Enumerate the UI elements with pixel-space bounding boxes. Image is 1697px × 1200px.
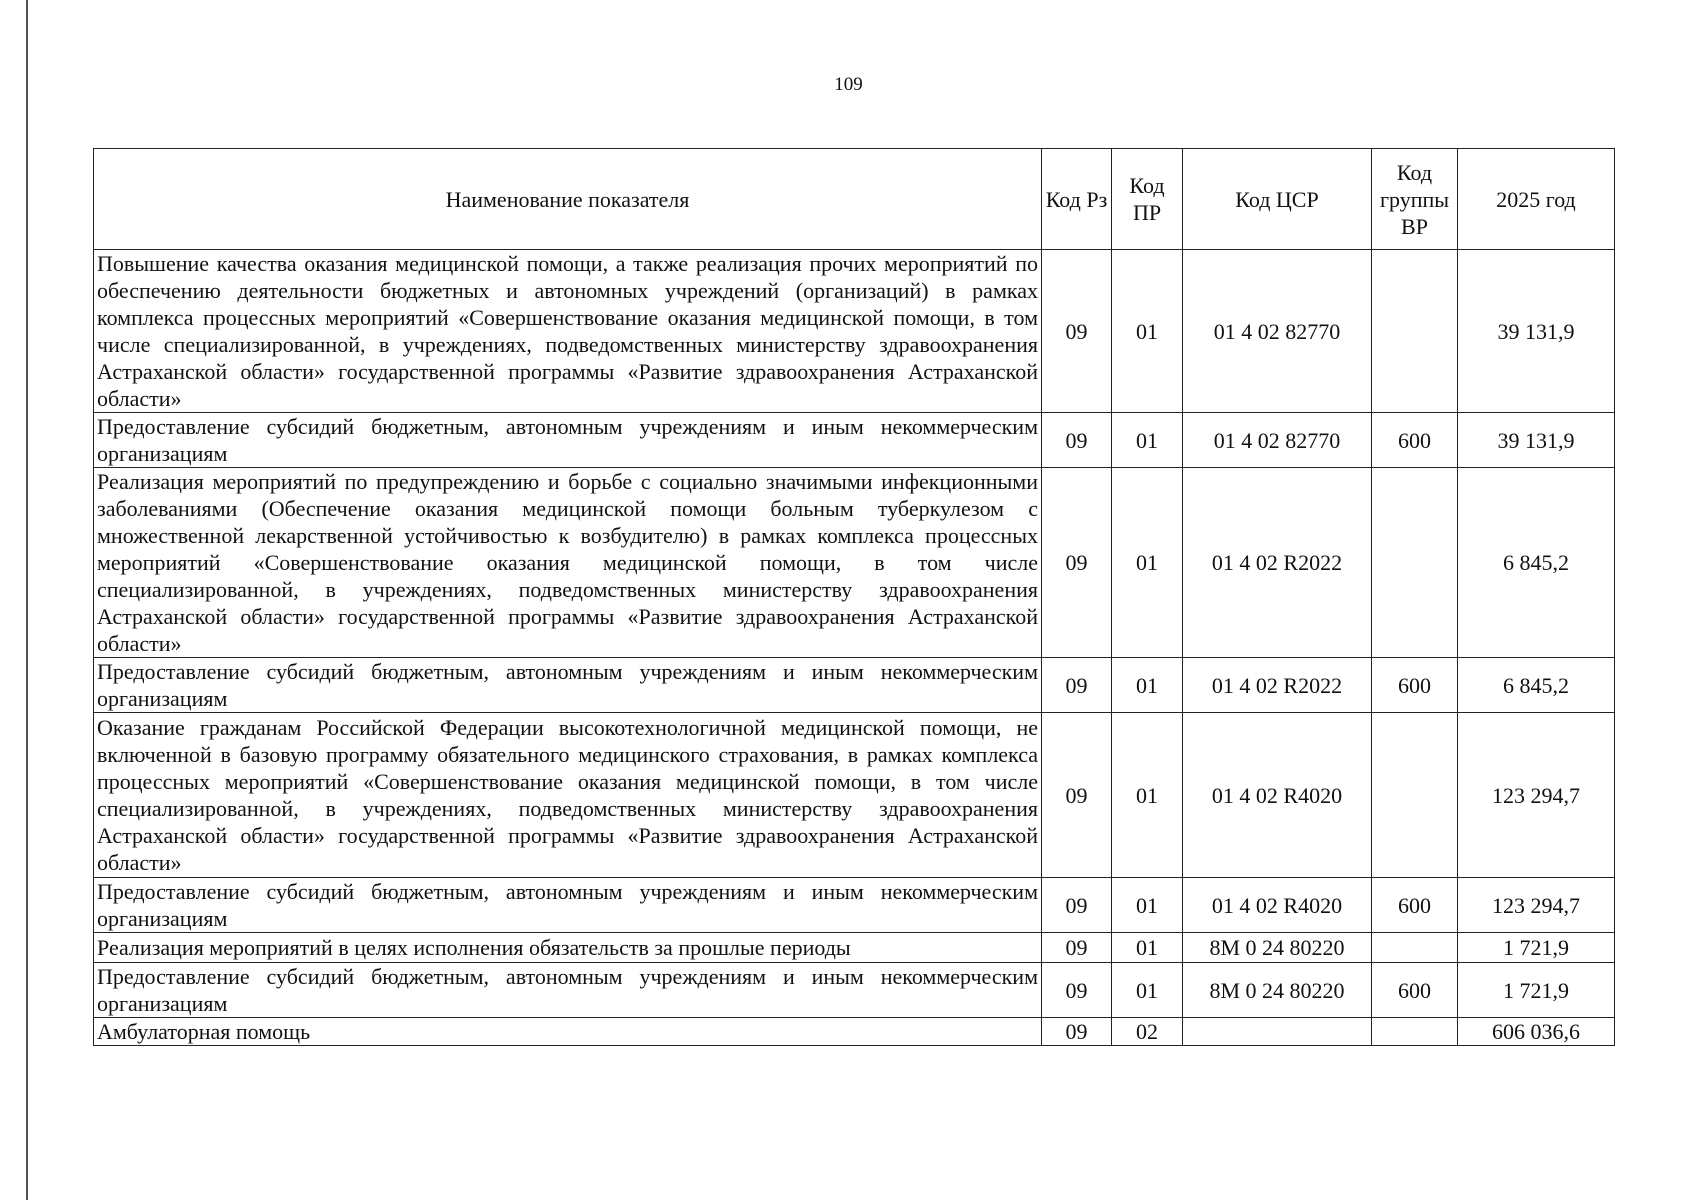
- header-vr: Код группы ВР: [1372, 149, 1458, 250]
- row-amount: 39 131,9: [1458, 250, 1615, 413]
- row-amount: 39 131,9: [1458, 413, 1615, 468]
- row-vr: [1372, 468, 1458, 658]
- row-rz: 09: [1042, 250, 1112, 413]
- table-row: [94, 963, 1615, 1018]
- table-header: [94, 149, 1615, 250]
- table-row: [94, 413, 1615, 468]
- row-pr: 01: [1112, 250, 1183, 413]
- row-csr: 8М 0 24 80220: [1183, 963, 1372, 1018]
- scan-edge-line: [26, 0, 28, 1200]
- table-row: [94, 250, 1615, 413]
- row-amount: 606 036,6: [1458, 1018, 1615, 1046]
- row-amount: 1 721,9: [1458, 933, 1615, 963]
- header-csr: Код ЦСР: [1183, 149, 1372, 250]
- row-vr: 600: [1372, 413, 1458, 468]
- row-vr: 600: [1372, 878, 1458, 933]
- row-amount: 123 294,7: [1458, 713, 1615, 878]
- row-rz: 09: [1042, 933, 1112, 963]
- row-vr: [1372, 713, 1458, 878]
- row-name: Повышение качества оказания медицинской помощи, а также реализация прочих мероприятий по обеспечению деятельности бюджетных и автономных учреждений (организаций) в рамках комплекса процессных мероприятий «Совершенствование оказания медицинской помощи, в том числе специализированной, в учреждениях, подведомственных министерству здравоохранения Астраханской области» государственной программы «Развитие здравоохранения Астраханской области»: [94, 250, 1042, 413]
- row-pr: 01: [1112, 658, 1183, 713]
- row-pr: 01: [1112, 963, 1183, 1018]
- row-name: Реализация мероприятий в целях исполнения обязательств за прошлые периоды: [94, 933, 1042, 963]
- page-number: 109: [834, 74, 863, 95]
- table-row: [94, 933, 1615, 963]
- row-amount: 6 845,2: [1458, 658, 1615, 713]
- row-name: Предоставление субсидий бюджетным, автономным учреждениям и иным некоммерческим организациям: [94, 963, 1042, 1018]
- row-pr: 01: [1112, 713, 1183, 878]
- row-name: Амбулаторная помощь: [94, 1018, 1042, 1046]
- table-row: [94, 1018, 1615, 1046]
- row-pr: 01: [1112, 933, 1183, 963]
- row-rz: 09: [1042, 468, 1112, 658]
- row-pr: 01: [1112, 468, 1183, 658]
- row-vr: [1372, 933, 1458, 963]
- row-csr: 01 4 02 R4020: [1183, 878, 1372, 933]
- table-row: [94, 713, 1615, 878]
- budget-table: [93, 148, 1615, 1046]
- row-rz: 09: [1042, 963, 1112, 1018]
- row-pr: 01: [1112, 413, 1183, 468]
- table-row: [94, 468, 1615, 658]
- header-pr: Код ПР: [1112, 149, 1183, 250]
- row-csr: 8М 0 24 80220: [1183, 933, 1372, 963]
- header-row: [94, 149, 1615, 250]
- row-name: Реализация мероприятий по предупреждению и борьбе с социально значимыми инфекционными заболеваниями (Обеспечение оказания медицинской помощи больным туберкулезом с множественной лекарственной устойчивостью к возбудителю) в рамках комплекса процессных мероприятий «Совершенствование оказания медицинской помощи, в том числе специализированной, в учреждениях, подведомственных министерству здравоохранения Астраханской области» государственной программы «Развитие здравоохранения Астраханской области»: [94, 468, 1042, 658]
- row-csr: 01 4 02 R4020: [1183, 713, 1372, 878]
- row-rz: 09: [1042, 658, 1112, 713]
- table-row: [94, 658, 1615, 713]
- row-pr: 01: [1112, 878, 1183, 933]
- row-csr: [1183, 1018, 1372, 1046]
- row-vr: [1372, 250, 1458, 413]
- table-body: [94, 250, 1615, 1046]
- header-name: Наименование показателя: [94, 149, 1042, 250]
- row-name: Предоставление субсидий бюджетным, автономным учреждениям и иным некоммерческим организациям: [94, 413, 1042, 468]
- table-row: [94, 878, 1615, 933]
- row-vr: [1372, 1018, 1458, 1046]
- header-rz: Код Рз: [1042, 149, 1112, 250]
- row-name: Оказание гражданам Российской Федерации высокотехнологичной медицинской помощи, не включенной в базовую программу обязательного медицинского страхования, в рамках комплекса процессных мероприятий «Совершенствование оказания медицинской помощи, в том числе специализированной, в учреждениях, подведомственных министерству здравоохранения Астраханской области» государственной программы «Развитие здравоохранения Астраханской области»: [94, 713, 1042, 878]
- row-vr: 600: [1372, 963, 1458, 1018]
- row-rz: 09: [1042, 413, 1112, 468]
- row-pr: 02: [1112, 1018, 1183, 1046]
- row-csr: 01 4 02 R2022: [1183, 468, 1372, 658]
- row-csr: 01 4 02 82770: [1183, 413, 1372, 468]
- row-amount: 123 294,7: [1458, 878, 1615, 933]
- row-amount: 6 845,2: [1458, 468, 1615, 658]
- header-year: 2025 год: [1458, 149, 1615, 250]
- row-csr: 01 4 02 R2022: [1183, 658, 1372, 713]
- row-rz: 09: [1042, 713, 1112, 878]
- row-name: Предоставление субсидий бюджетным, автономным учреждениям и иным некоммерческим организациям: [94, 658, 1042, 713]
- row-rz: 09: [1042, 1018, 1112, 1046]
- row-amount: 1 721,9: [1458, 963, 1615, 1018]
- row-rz: 09: [1042, 878, 1112, 933]
- row-name: Предоставление субсидий бюджетным, автономным учреждениям и иным некоммерческим организациям: [94, 878, 1042, 933]
- row-csr: 01 4 02 82770: [1183, 250, 1372, 413]
- row-vr: 600: [1372, 658, 1458, 713]
